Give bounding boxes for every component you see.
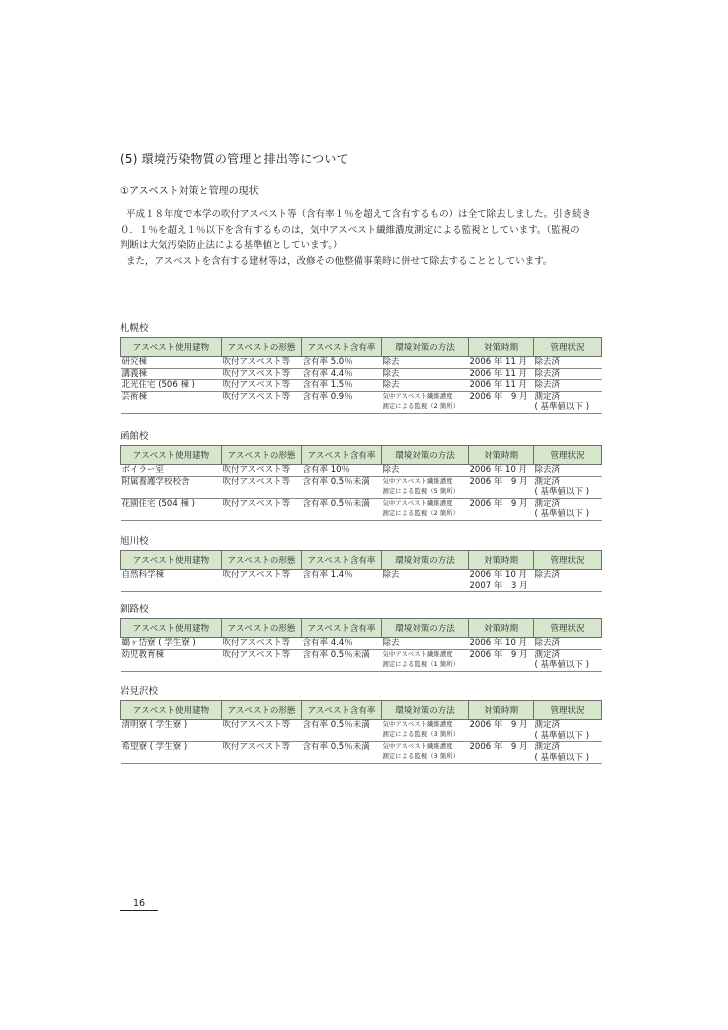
building-cell-line: 附属養護学校校舎 <box>121 476 190 487</box>
status-cell-line: 測定済 <box>534 742 561 752</box>
method-cell <box>382 649 469 671</box>
date-cell <box>469 465 534 477</box>
form-cell-line: 吹付アスベスト等 <box>222 570 291 580</box>
status-cell <box>534 357 602 369</box>
column-header: 環境対策の方法 <box>382 619 469 638</box>
form-cell-line: 吹付アスベスト等 <box>222 357 291 367</box>
method-cell <box>382 570 469 592</box>
table-header-row <box>121 619 602 638</box>
status-cell-line: ( 基準値以下 ) <box>534 487 590 497</box>
column-header: アスベスト含有率 <box>302 446 382 465</box>
column-header: 環境対策の方法 <box>382 338 469 357</box>
building-cell-line: 講義棟 <box>121 368 148 379</box>
table-row <box>121 380 602 392</box>
method-cell-line: 測定による監視（5 箇所） <box>382 487 460 495</box>
building-cell <box>121 649 222 671</box>
building-cell <box>121 380 222 392</box>
table-row <box>121 476 602 498</box>
building-cell-line: 清明寮 ( 学生寮 ) <box>121 720 188 730</box>
form-cell-line: 吹付アスベスト等 <box>222 638 291 648</box>
method-cell-line: 気中アスベスト繊維濃度 <box>382 743 453 750</box>
table-header-row <box>121 338 602 357</box>
paragraph-line: ０．１％を超え１％以下を含有するものは，気中アスベスト繊維濃度測定による監視としています。（監視の <box>120 224 580 236</box>
status-cell-line: 測定済 <box>534 391 561 402</box>
status-cell-line: 除去済 <box>534 357 561 367</box>
table-row <box>121 742 602 764</box>
status-cell-line: 測定済 <box>534 476 561 487</box>
form-cell <box>222 476 302 498</box>
form-cell-line: 吹付アスベスト等 <box>222 476 291 487</box>
status-cell <box>534 720 602 742</box>
column-header: 対策時期 <box>469 338 534 357</box>
form-cell-line: 吹付アスベスト等 <box>222 742 291 752</box>
date-cell <box>469 368 534 380</box>
method-cell-line: 測定による監視（3 箇所） <box>382 753 460 761</box>
paragraph-line: また，アスベストを含有する建材等は，改修その他整備事業時に併せて除去することとしています。 <box>126 255 553 267</box>
subsection-heading: ①アスベスト対策と管理の現状 <box>120 186 259 197</box>
method-cell-line: 除去 <box>382 570 400 580</box>
status-cell-line: 測定済 <box>534 498 561 509</box>
status-cell <box>534 498 602 520</box>
building-cell <box>121 357 222 369</box>
column-header: 管理状況 <box>534 701 602 720</box>
status-cell-line: ( 基準値以下 ) <box>534 730 590 741</box>
building-cell <box>121 720 222 742</box>
asbestos-table <box>120 700 602 764</box>
date-cell-line: 2006 年 10 月 <box>469 638 528 648</box>
building-cell-line: 研究棟 <box>121 357 148 367</box>
method-cell <box>382 742 469 764</box>
rate-cell-line: 含有率 0.5％未満 <box>302 476 370 487</box>
campus-name: 函館校 <box>120 431 149 442</box>
rate-cell-line: 含有率 4.4％ <box>302 368 353 379</box>
date-cell-line: 2006 年 11 月 <box>469 357 528 367</box>
form-cell-line: 吹付アスベスト等 <box>222 465 291 475</box>
method-cell-line: 測定による監視（2 箇所） <box>382 509 460 517</box>
status-cell-line: ( 基準値以下 ) <box>534 752 590 763</box>
column-header: アスベスト使用建物 <box>121 701 222 720</box>
table-row <box>121 368 602 380</box>
building-cell-line: 自然科学棟 <box>121 570 165 580</box>
method-cell <box>382 498 469 520</box>
rate-cell-line: 含有率 0.5％未満 <box>302 649 370 660</box>
method-cell-line: 測定による監視（2 箇所） <box>382 402 460 410</box>
form-cell-line: 吹付アスベスト等 <box>222 720 291 730</box>
table-header-row <box>121 446 602 465</box>
building-cell-line: 希望寮 ( 学生寮 ) <box>121 742 188 752</box>
column-header: 対策時期 <box>469 446 534 465</box>
date-cell-line: 2006 年 9 月 <box>469 476 528 487</box>
campus-section <box>120 430 601 521</box>
column-header: 対策時期 <box>469 701 534 720</box>
column-header: アスベスト含有率 <box>302 701 382 720</box>
table-row <box>121 649 602 671</box>
column-header: アスベストの形態 <box>222 701 302 720</box>
building-cell <box>121 570 222 592</box>
asbestos-table <box>120 337 602 414</box>
form-cell <box>222 357 302 369</box>
rate-cell <box>302 570 382 592</box>
column-header: アスベスト含有率 <box>302 619 382 638</box>
method-cell <box>382 357 469 369</box>
date-cell-line: 2006 年 9 月 <box>469 742 528 752</box>
building-cell <box>121 465 222 477</box>
date-cell-line: 2006 年 9 月 <box>469 498 528 509</box>
status-cell <box>534 742 602 764</box>
date-cell <box>469 720 534 742</box>
form-cell-line: 吹付アスベスト等 <box>222 498 291 509</box>
column-header: アスベスト使用建物 <box>121 446 222 465</box>
rate-cell <box>302 498 382 520</box>
table-header-row <box>121 701 602 720</box>
form-cell <box>222 570 302 592</box>
rate-cell <box>302 465 382 477</box>
method-cell-line: 気中アスベスト繊維濃度 <box>382 477 453 485</box>
rate-cell-line: 含有率 0.5％未満 <box>302 742 370 752</box>
form-cell-line: 吹付アスベスト等 <box>222 649 291 660</box>
column-header: 管理状況 <box>534 446 602 465</box>
building-cell <box>121 498 222 520</box>
date-cell <box>469 638 534 650</box>
method-cell-line: 測定による監視（3 箇所） <box>382 731 460 739</box>
campus-name: 札幌校 <box>120 323 149 334</box>
date-cell <box>469 380 534 392</box>
form-cell <box>222 720 302 742</box>
building-cell <box>121 638 222 650</box>
form-cell <box>222 742 302 764</box>
campus-section <box>120 535 601 592</box>
paragraph-line: 判断は大気汚染防止法による基準値としています。） <box>120 240 343 251</box>
column-header: 環境対策の方法 <box>382 446 469 465</box>
column-header: アスベスト使用建物 <box>121 338 222 357</box>
date-cell-line: 2006 年 10 月 <box>469 465 528 475</box>
status-cell <box>534 570 602 592</box>
rate-cell-line: 含有率 10％ <box>302 465 351 475</box>
page-number: 16 <box>120 898 158 911</box>
method-cell <box>382 638 469 650</box>
date-cell <box>469 570 534 592</box>
form-cell-line: 吹付アスベスト等 <box>222 380 291 390</box>
paragraph-line: 平成１８年度で本学の吹付アスベスト等（含有率１％を超えて含有するもの）は全て除去しました。引き続き <box>126 209 592 220</box>
method-cell-line: 除去 <box>382 357 400 367</box>
building-cell-line: 幼児教育棟 <box>121 649 165 660</box>
rate-cell <box>302 476 382 498</box>
body-text <box>120 207 612 269</box>
column-header: アスベスト含有率 <box>302 338 382 357</box>
table-row <box>121 391 602 413</box>
rate-cell-line: 含有率 1.5％ <box>302 380 353 390</box>
method-cell <box>382 391 469 413</box>
method-cell-line: 気中アスベスト繊維濃度 <box>382 650 453 658</box>
status-cell <box>534 380 602 392</box>
table-row <box>121 570 602 592</box>
building-cell <box>121 391 222 413</box>
method-cell-line: 気中アスベスト繊維濃度 <box>382 392 453 400</box>
method-cell-line: 気中アスベスト繊維濃度 <box>382 721 453 728</box>
rate-cell <box>302 742 382 764</box>
section-heading: (5) 環境汚染物質の管理と排出等について <box>120 152 349 166</box>
form-cell <box>222 380 302 392</box>
status-cell <box>534 368 602 380</box>
date-cell-line: 2006 年 11 月 <box>469 380 528 390</box>
status-cell <box>534 391 602 413</box>
date-cell <box>469 476 534 498</box>
status-cell-line: ( 基準値以下 ) <box>534 509 590 519</box>
rate-cell <box>302 720 382 742</box>
status-cell-line: 除去済 <box>534 638 561 648</box>
status-cell-line: 除去済 <box>534 380 561 390</box>
column-header: 対策時期 <box>469 619 534 638</box>
campus-section <box>120 322 601 414</box>
rate-cell-line: 含有率 0.5％未満 <box>302 720 370 730</box>
form-cell <box>222 498 302 520</box>
status-cell-line: 除去済 <box>534 570 561 580</box>
building-cell <box>121 368 222 380</box>
status-cell-line: 除去済 <box>534 465 561 475</box>
method-cell <box>382 720 469 742</box>
status-cell-line: 測定済 <box>534 720 561 730</box>
date-cell <box>469 649 534 671</box>
method-cell-line: 除去 <box>382 638 400 648</box>
date-cell <box>469 498 534 520</box>
form-cell-line: 吹付アスベスト等 <box>222 391 291 402</box>
date-cell <box>469 742 534 764</box>
method-cell <box>382 465 469 477</box>
rate-cell <box>302 638 382 650</box>
campus-section <box>120 603 601 672</box>
rate-cell-line: 含有率 1.4％ <box>302 570 353 580</box>
method-cell-line: 測定による監視（1 箇所） <box>382 660 460 668</box>
campus-name: 旭川校 <box>120 536 149 547</box>
status-cell <box>534 638 602 650</box>
form-cell-line: 吹付アスベスト等 <box>222 368 291 379</box>
method-cell <box>382 368 469 380</box>
column-header: 環境対策の方法 <box>382 701 469 720</box>
rate-cell-line: 含有率 0.5％未満 <box>302 498 370 509</box>
date-cell <box>469 357 534 369</box>
table-row <box>121 720 602 742</box>
building-cell-line: 花園住宅 (504 棟 ) <box>121 498 195 509</box>
asbestos-table <box>120 618 602 672</box>
rate-cell <box>302 649 382 671</box>
status-cell-line: 測定済 <box>534 649 561 660</box>
date-cell-line: 2007 年 3 月 <box>469 580 528 591</box>
method-cell-line: 除去 <box>382 368 400 379</box>
status-cell <box>534 465 602 477</box>
table-header-row <box>121 551 602 570</box>
column-header: アスベスト含有率 <box>302 551 382 570</box>
method-cell <box>382 380 469 392</box>
column-header: 対策時期 <box>469 551 534 570</box>
asbestos-table <box>120 445 602 521</box>
building-cell <box>121 476 222 498</box>
building-cell-line: 北光住宅 (506 棟 ) <box>121 380 195 390</box>
status-cell-line: 除去済 <box>534 368 561 379</box>
date-cell-line: 2006 年 10 月 <box>469 570 528 580</box>
campus-section <box>120 685 601 764</box>
form-cell <box>222 649 302 671</box>
form-cell <box>222 391 302 413</box>
table-row <box>121 357 602 369</box>
date-cell-line: 2006 年 9 月 <box>469 720 528 730</box>
table-row <box>121 465 602 477</box>
method-cell <box>382 476 469 498</box>
column-header: 管理状況 <box>534 619 602 638</box>
column-header: アスベストの形態 <box>222 446 302 465</box>
column-header: アスベストの形態 <box>222 551 302 570</box>
column-header: 管理状況 <box>534 551 602 570</box>
rate-cell-line: 含有率 5.0％ <box>302 357 353 367</box>
form-cell <box>222 465 302 477</box>
rate-cell-line: 含有率 0.9％ <box>302 391 353 402</box>
asbestos-table <box>120 550 602 592</box>
form-cell <box>222 368 302 380</box>
column-header: 管理状況 <box>534 338 602 357</box>
rate-cell <box>302 357 382 369</box>
building-cell-line: 芸術棟 <box>121 391 148 402</box>
status-cell <box>534 476 602 498</box>
column-header: アスベストの形態 <box>222 619 302 638</box>
method-cell-line: 除去 <box>382 380 400 390</box>
date-cell-line: 2006 年 9 月 <box>469 649 528 660</box>
method-cell-line: 気中アスベスト繊維濃度 <box>382 499 453 507</box>
date-cell <box>469 391 534 413</box>
status-cell <box>534 649 602 671</box>
rate-cell <box>302 368 382 380</box>
campus-name: 岩見沢校 <box>120 686 159 697</box>
date-cell-line: 2006 年 11 月 <box>469 368 528 379</box>
building-cell <box>121 742 222 764</box>
rate-cell <box>302 391 382 413</box>
rate-cell-line: 含有率 4.4％ <box>302 638 353 648</box>
form-cell <box>222 638 302 650</box>
campus-name: 釧路校 <box>120 604 149 615</box>
column-header: アスベスト使用建物 <box>121 619 222 638</box>
rate-cell <box>302 380 382 392</box>
column-header: アスベスト使用建物 <box>121 551 222 570</box>
building-cell-line: 鶴ヶ岱寮 ( 学生寮 ) <box>121 638 196 648</box>
date-cell-line: 2006 年 9 月 <box>469 391 528 402</box>
column-header: 環境対策の方法 <box>382 551 469 570</box>
table-row <box>121 638 602 650</box>
building-cell-line: ボイラー室 <box>121 465 165 475</box>
table-row <box>121 498 602 520</box>
status-cell-line: ( 基準値以下 ) <box>534 660 590 670</box>
status-cell-line: ( 基準値以下 ) <box>534 402 590 412</box>
method-cell-line: 除去 <box>382 465 400 475</box>
column-header: アスベストの形態 <box>222 338 302 357</box>
